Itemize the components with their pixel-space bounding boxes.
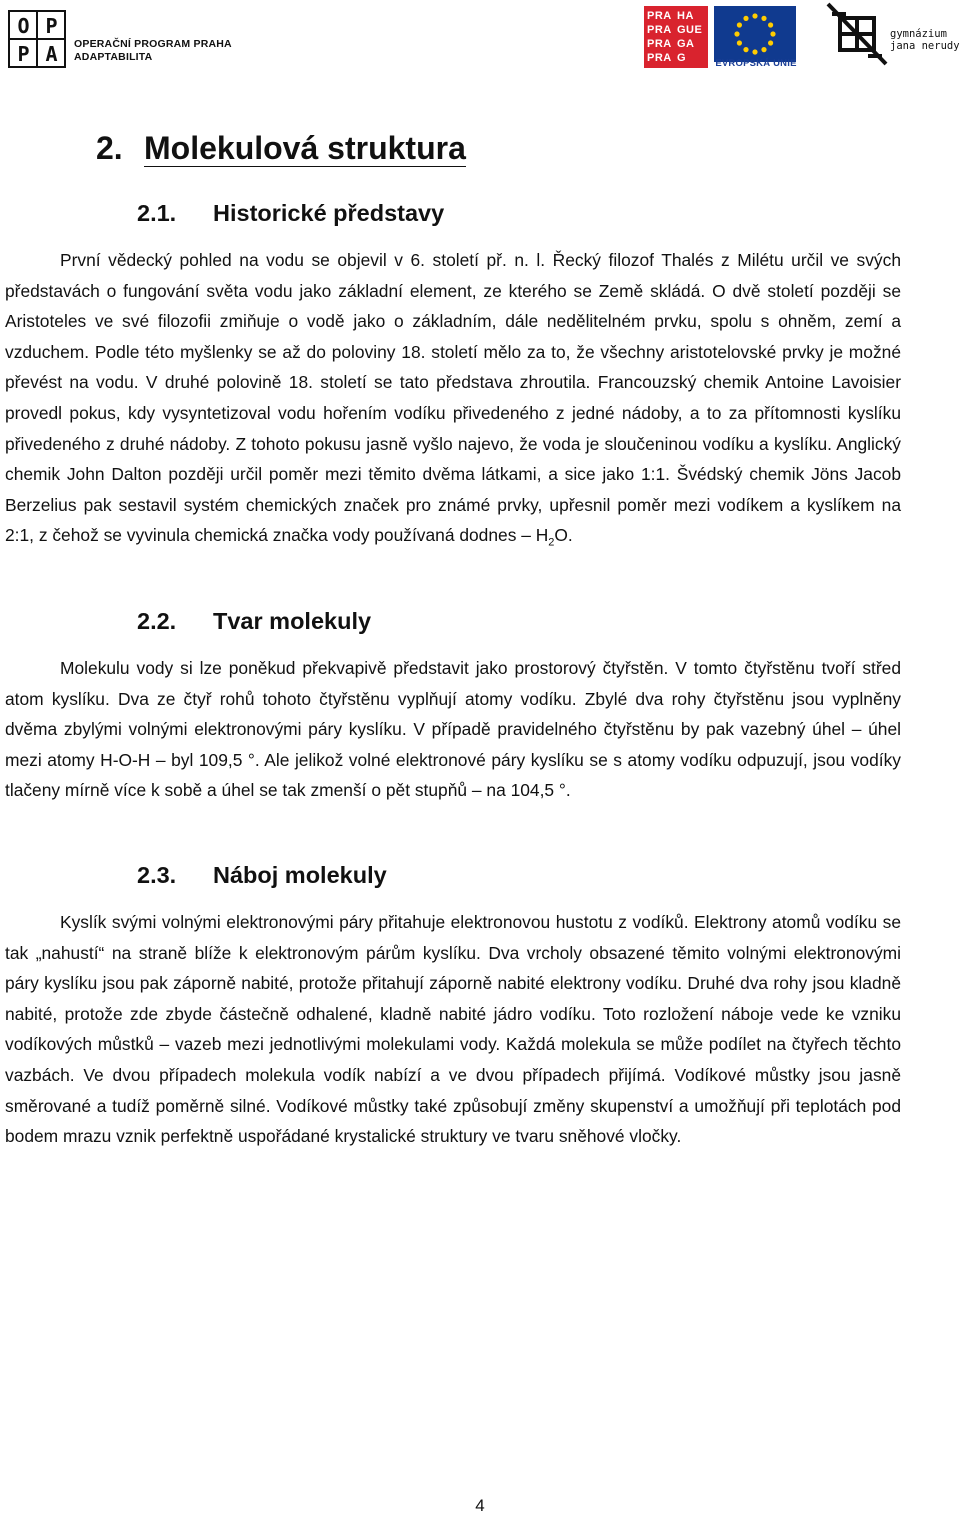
school-logo-line: jana nerudy bbox=[890, 40, 960, 52]
page-header bbox=[0, 0, 960, 80]
opp-logo-letter: P bbox=[17, 41, 30, 66]
section-paragraph: Kyslík svými volnými elektronovými páry přitahuje elektronovou hustotu z vodíků. Elektrony atomů vodíku se tak „nahustí“ na straně blíže k elektronovým párům kyslíku. Dva vrcholy obsazené těmito volnými elektronovými páry kyslíku jsou pak záporně nabité, protože přitahují záporně nabité elektrony vodíku. Druhé dva rohy jsou kladně nabité, protože zde zbyde částečně odhalené, kladně nabité jádro vodíku. Toto rozložení náboje vede ke vzniku vodíkových můstků – vazeb mezi jednotlivými molekulami vody. Každá molekula se může podílet na čtyřech těchto vazbách. Ve dvou případech molekula vodík nabízí a ve dvou případech přijímá. Vodíkové můstky jsou jasně směrované a tudíž poměrně silné. Vodíkové můstky také způsobují změny skupenství a umožňují při teplotách pod bodem mrazu vznik perfektně uspořádané krystalické struktury ve tvaru sněhové vločky. bbox=[5, 912, 901, 1147]
school-logo-line: gymnázium bbox=[890, 28, 947, 40]
opp-logo bbox=[8, 10, 66, 68]
chapter-heading bbox=[96, 128, 466, 168]
praha-logo-text: HA bbox=[677, 10, 694, 22]
praha-logo-text: G bbox=[677, 52, 687, 64]
chapter-number: 2. bbox=[96, 130, 123, 166]
praha-logo-text: GA bbox=[677, 38, 695, 50]
praha-logo bbox=[644, 6, 708, 68]
paragraph-text: První vědecký pohled na vodu se objevil v 6. století př. n. l. Řecký filozof Thalés z Milétu určil ve svých představách o fungování světa vodu jako základní element, ze kterého se Země skládá. O dvě století později se Aristoteles ve své filozofii zmiňuje o vodě jako o základním, dále nedělitelném prvku, spolu s ohněm, zemí a vzduchem. Podle této myšlenky se až do poloviny 18. století mělo za to, že všechny aristotelovské prvky je možné převést na vodu. V druhé polovině 18. století se tato představa zhroutila. Francouzský chemik Antoine Lavoisier provedl pokus, kdy vysyntetizoval vodu hořením vodíku přivedeného z jedné nádoby, a to za přítomnosti kyslíku přivedeného z druhé nádoby. Z tohoto pokusu jasně vyšlo najevo, že voda je sloučeninou vodíku a kyslíku. Anglický chemik John Dalton později určil poměr mezi těmito dvěma látkami, a sice jako 1:1. Švédský chemik Jöns Jacob Berzelius pak sestavil systém chemických značek pro známé prvky, upřesnil poměr mezi vodíkem a kyslíkem na 2:1, z čehož se vyvinula chemická značka vody používaná dodnes – H bbox=[5, 250, 901, 546]
praha-logo-text: PRA bbox=[647, 52, 672, 64]
eu-flag-icon bbox=[714, 6, 796, 62]
section-title: Historické představy bbox=[213, 200, 445, 226]
section-paragraph: Molekulu vody si lze poněkud překvapivě představit jako prostorový čtyřstěn. V tomto čtyřstěnu tvoří střed atom kyslíku. Dva ze čtyř rohů tohoto čtyřstěnu vyplňují atomy vodíku. Zbylé dva rohy čtyřstěnu jsou vyplněny dvěma zbylými volnými elektronovými páry kyslíku. V případě pravidelného čtyřstěnu by pak vazebný úhel – úhel mezi atomy H-O-H – byl 109,5 °. Ale jelikož volné elektronové páry kyslíku se s atomy vodíku odpuzují, jsou vodíky tlačeny mírně více k sobě a úhel se tak zmenší o pět stupňů – na 104,5 °. bbox=[5, 658, 901, 801]
opp-logo-text bbox=[74, 38, 232, 64]
opp-logo-line: ADAPTABILITA bbox=[74, 51, 153, 63]
praha-logo-text: PRA bbox=[647, 38, 672, 50]
section-title: Náboj molekuly bbox=[213, 862, 387, 888]
page-number: 4 bbox=[475, 1496, 485, 1515]
opp-logo-letter: A bbox=[45, 41, 58, 66]
section-heading bbox=[137, 860, 387, 890]
section-heading bbox=[137, 606, 371, 636]
praha-logo-text: PRA bbox=[647, 24, 672, 36]
section-title: Tvar molekuly bbox=[213, 608, 372, 634]
praha-logo-text: PRA bbox=[647, 10, 672, 22]
eu-logo-label: EVROPSKÁ UNIE bbox=[715, 58, 797, 69]
formula-subscript: 2 bbox=[548, 536, 555, 549]
school-logo-text bbox=[890, 28, 960, 52]
school-logo-icon bbox=[826, 2, 888, 66]
section-number: 2.2. bbox=[137, 608, 177, 634]
section-number: 2.3. bbox=[137, 862, 177, 888]
praha-logo-text: GUE bbox=[677, 24, 703, 36]
opp-logo-line: OPERAČNÍ PROGRAM PRAHA bbox=[74, 38, 232, 50]
chapter-title: Molekulová struktura bbox=[144, 130, 466, 166]
section-paragraph bbox=[5, 245, 901, 551]
opp-logo-letter: P bbox=[45, 13, 58, 38]
section-number: 2.1. bbox=[137, 200, 177, 226]
opp-logo-letter: O bbox=[17, 13, 30, 38]
section-heading bbox=[137, 198, 444, 228]
formula-end: O. bbox=[554, 525, 573, 546]
